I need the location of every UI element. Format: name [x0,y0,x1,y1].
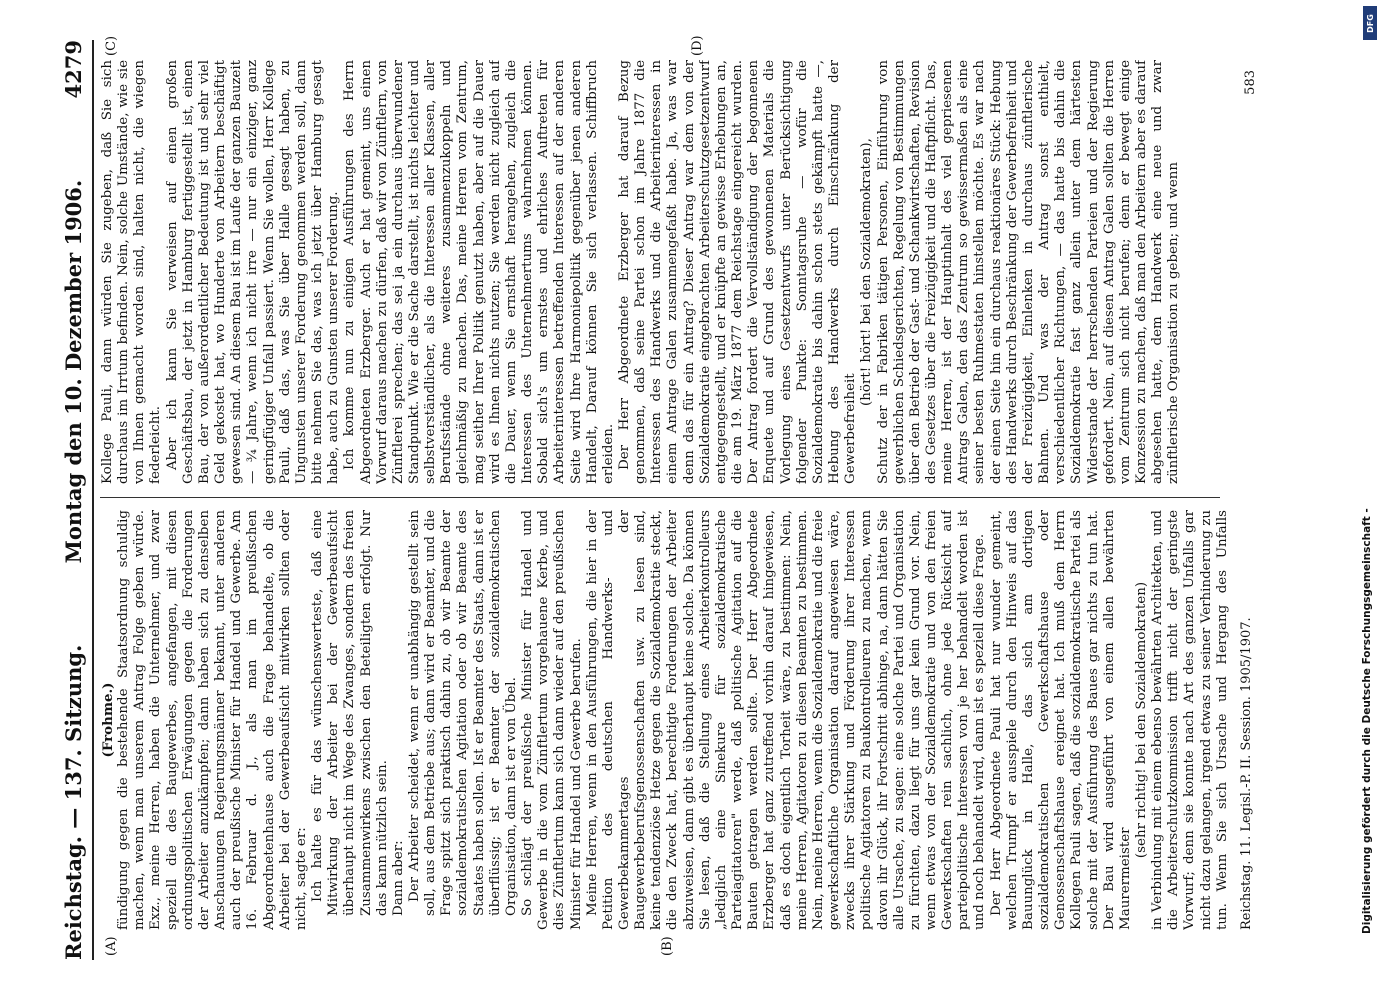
interjection: (sehr richtig! bei den Sozialdemokraten) [1134,581,1149,859]
speaker-label: (Frohme.) [100,682,116,758]
left-column [100,510,1230,930]
paragraph: in Verbindung mit einem ebenso bewährten Architekten, und die Arbeiterschutzkommission trifft nicht der geringste Vorwurf; denn sie konnte nach Art des ganzen Unfalls gar nicht dazu gelangen, irgend etwas zu seiner Verhinderung zu tun. Wenn Sie sich Ursache und Hergang des Unfalls [1150,510,1230,930]
paragraph: Schutz der in Fabriken tätigen Personen, Einführung von gewerblichen Schiedsgerichten, Regelung von Bestimmungen über den Betrieb der Gast- und Schankwirtschaften, Revision des Gesetzes über die Freizügigkeit und die Haftpflicht. Das, meine Herren, ist der Hauptinhalt des viel gepriesenen Antrags Galen, den das Zentrum so gewissermaßen als eine seiner besten Ruhmestaten hinstellen möchte. Es war nach der einen Seite hin ein durchaus reaktionäres Stück: Hebung des Handwerks durch Beschränkung der Gewerbefreiheit und der Freizügigkeit, Einlenken in durchaus zünftlerische Bahnen. Und was der Antrag sonst enthielt, verschiedentlicher Richtungen, — das hatte bis dahin die Sozialdemokratie fast ganz allein unter dem härtesten Widerstande der herrschenden Parteien und der Regierung gefordert. Nein, auf diesen Antrag Galen sollten die Herren vom Zentrum sich nicht berufen; denn er bewegt einige Konzession zu machen, daß man den Arbeitern aber es darauf abgesehen hatte, dem Handwerk eine neue und zwar zünftlerische Organisation zu geben; und wenn [875,60,1182,484]
paragraph: fündigung gegen die bestehende Staatsordnung schuldig machen, wenn man unserem Antrag Folge geben würde. Exz., meine Herren, haben die Unternehmer, und zwar speziell die des Baugewerbes, angefangen, mit diesen ordnungspolitischen Erwägungen gegen die Forderungen der Arbeiter anzukämpfen; dann haben sich zu denselben Anschauungen Regierungsmänner bekannt, unter anderen auch der preußische Minister für Handel und Gewerbe. Am 16. Februar d. J., als man im preußischen Abgeordnetenhause auch die Frage behandelte, ob die Arbeiter bei der Gewerbeaufsicht mitwirken sollten oder nicht, sagte er: [116,510,309,930]
margin-mark-d: (D) [690,35,705,56]
header-rule [92,40,94,960]
page-header [52,40,86,960]
quote-paragraph: Der Arbeiter scheidet, wenn er unabhängig gestellt sein soll, aus dem Betriebe aus; dann wird er Beamter, und die Frage spitzt sich praktisch dahin zu, ob wir Beamte der sozialdemokratischen Agitation oder ob wir Beamte des Staates haben sollen. Ist er Beamter des Staats, dann ist er überflüssig; ist er Beamter der sozialdemokratischen Organisation, dann ist er von Übel. [406,510,519,916]
footer-page-ref: 583 [1243,70,1258,95]
footer-session: Reichstag. 11. Legisl.-P. II. Session. 1905/1907. [1239,617,1254,930]
paragraph: So schlägt der preußische Minister für Handel und Gewerbe in die vom Zünftlertum vorgehauene Kerbe, und dies Zünftlertum kann sich dann wieder auf den preußischen Minister für Handel und Gewerbe berufen. [520,510,584,930]
right-column [100,60,1230,484]
paragraph: Kollege Pauli, dann würden Sie zugeben, daß Sie sich durchaus im Irrtum befinden. Nein, solche Umstände, wie sie von Ihnen gemacht worden sind, halten nicht, die wiegen federleicht. [100,60,164,484]
interjection: (hört! hört! bei den Sozialdemokraten), [859,138,875,406]
margin-mark-c: (C) [104,35,119,56]
paragraph: Meine Herren, wenn in den Ausführungen, die hier in der Petition des deutschen Handwerks- und Gewerbekammertages der Baugewerbeberufsgenossenschaften usw. zu lesen sind, keine tendenziöse Hetze gegen die Sozialdemokratie steckt, die den Zweck hat, berechtigte Forderungen der Arbeiter abzuweisen, dann gibt es überhaupt keine solche. Da können Sie lesen, daß die Stellung eines Arbeiterkontrolleurs „lediglich eine Sinekure für sozialdemokratische Parteiagitatoren" werde, daß politische Agitation auf die Bauten getragen werden sollte. Der Herr Abgeordnete Erzberger hat ganz zutreffend vorhin darauf hingewiesen, daß es doch eigentlich Torheit wäre, zu bestimmen: Nein, meine Herren, Agitatoren zu diesen Beamten zu bestimmen. Nein, meine Herren, wenn die Sozialdemokratie und die freie gewerkschaftliche Organisation darauf angewiesen wäre, zwecks ihrer Stärkung und Förderung ihrer Interessen politische Agitatoren zu Baukontrolleuren zu machen, wenn davon ihr Glück, ihr Fortschritt abhinge, na, dann hätten Sie alle Ursache, zu sagen: eine solche Partei und Organisation zu fürchten, dazu liegt für uns gar kein Grund vor. Nein, wenn etwas von der Sozialdemokratie und von den freien Gewerkschaften rein sachlich, ohne jede Rücksicht auf parteipolitische Interessen von je her behandelt worden ist und noch behandelt wird, dann ist es speziell diese Frage. [584,510,988,930]
column-rule [100,497,1220,498]
dfg-logo: DFG [1363,6,1377,40]
page-number: 4279 [61,40,86,99]
credit-text: Digitalisierung gefördert durch die Deutsche Forschungsgemeinschaft - [1361,508,1373,934]
margin-mark-a: (A) [104,936,119,956]
paragraph: Der Herr Abgeordnete Erzberger hat darauf Bezug genommen, daß seine Partei schon im Jahre 1877 die Interessen des Handwerks und die Arbeiterinteressen in einem Antrage Galen zusammengefaßt habe. Ja, was war denn das für ein Antrag? Dieser Antrag war dem von der Sozialdemokratie eingebrachten Arbeiterschutzgesetzentwurf entgegengestellt, und er knüpfte an gewisse Erhebungen an, die am 19. März 1877 dem Reichstage eingereicht wurden. Der Antrag fordert die Vervollständigung der begonnenen Enquete und auf Grund des gewonnenen Materials die Vorlegung eines Gesetzentwurfs unter Berücksichtigung folgender Punkte: Sonntagsruhe — wofür die Sozialdemokratie bis dahin schon stets gekämpft hatte —, Hebung des Handwerks durch Einschränkung der Gewerbefreiheit [617,60,859,484]
header-date: Montag den 10. Dezember 1906. [61,179,86,564]
margin-mark-b: (B) [660,936,675,956]
quote-paragraph: Ich halte es für das wünschenswerteste, daß eine Mitwirkung der Arbeiter bei der Gewerbeaufsicht überhaupt nicht im Wege des Zwanges, sondern des freien Zusammenwirkens zwischen den Beteiligten erfolgt. Nur das kann nützlich sein. [310,510,390,916]
paragraph: Ich komme nun zu einigen Ausführungen des Herrn Abgeordneten Erzberger. Auch er hat gemeint, uns einen Vorwurf daraus machen zu dürfen, daß wir von Zünftlern, von Zünftlerei sprechen; das sei ja ein durchaus überwundener Standpunkt. Wie er die Sache darstellt, ist nichts leichter und selbstverständlicher, als die Interessen aller Klassen, aller Berufsstände ohne weiteres zusammenzukoppeln und gleichmäßig zu machen. Das, meine Herren vom Zentrum, mag seither Ihrer Politik genutzt haben, aber auf die Dauer wird es Ihnen nichts nutzen; Sie werden nicht zugleich auf die Dauer, wenn Sie ernsthaft herangehen, zugleich die Interessen des Unternehmertums wahrnehmen können. Sobald sich's um ernstes und ehrliches Auftreten für Arbeiterinteressen betreffenden Interessen auf der anderen Seite wird Ihre Harmoniepolitik gegenüber jenen anderen Handelt, Darauf können Sie sich verlassen. Schiffbruch erleiden. [342,60,616,484]
paragraph: Der Herr Abgeordnete Pauli hat nur wunder gemeint, welchen Trumpf er ausspiele durch den Hinweis auf das Bauunglück in Halle, das sich am dortigen sozialdemokratischen Gewerkschaftshause oder Genossenschaftshause ereignet hat. Ich muß dem Herrn Kollegen Pauli sagen, daß die sozialdemokratische Partei als solche mit der Ausführung des Baues gar nichts zu tun hat. Der Bau wird ausgeführt von einem allen bewährten Maurermeister [988,510,1133,930]
paragraph: Aber ich kann Sie verweisen auf einen großen Geschäftsbau, der jetzt in Hamburg fertiggestellt ist, einen Bau, der von außerordentlicher Bedeutung ist und sehr viel Geld gekostet hat, wo Hunderte von Arbeitern beschäftigt gewesen sind. An diesem Bau ist im Laufe der ganzen Bauzeit — ¾ Jahre, wenn ich nicht irre — nur ein einziger, ganz geringfügiger Unfall passiert. Wenn Sie wollen, Herr Kollege Pauli, daß das, was Sie über Halle gesagt haben, zu Ungunsten unserer Forderung genommen werden soll, dann bitte nehmen Sie das, was ich jetzt über Hamburg gesagt habe, auch zu Gunsten unserer Forderung. [164,60,342,484]
header-left: Reichstag. — 137. Sitzung. [61,644,86,960]
digitization-credit [1359,8,1377,992]
paragraph: Dann aber: [390,840,406,916]
